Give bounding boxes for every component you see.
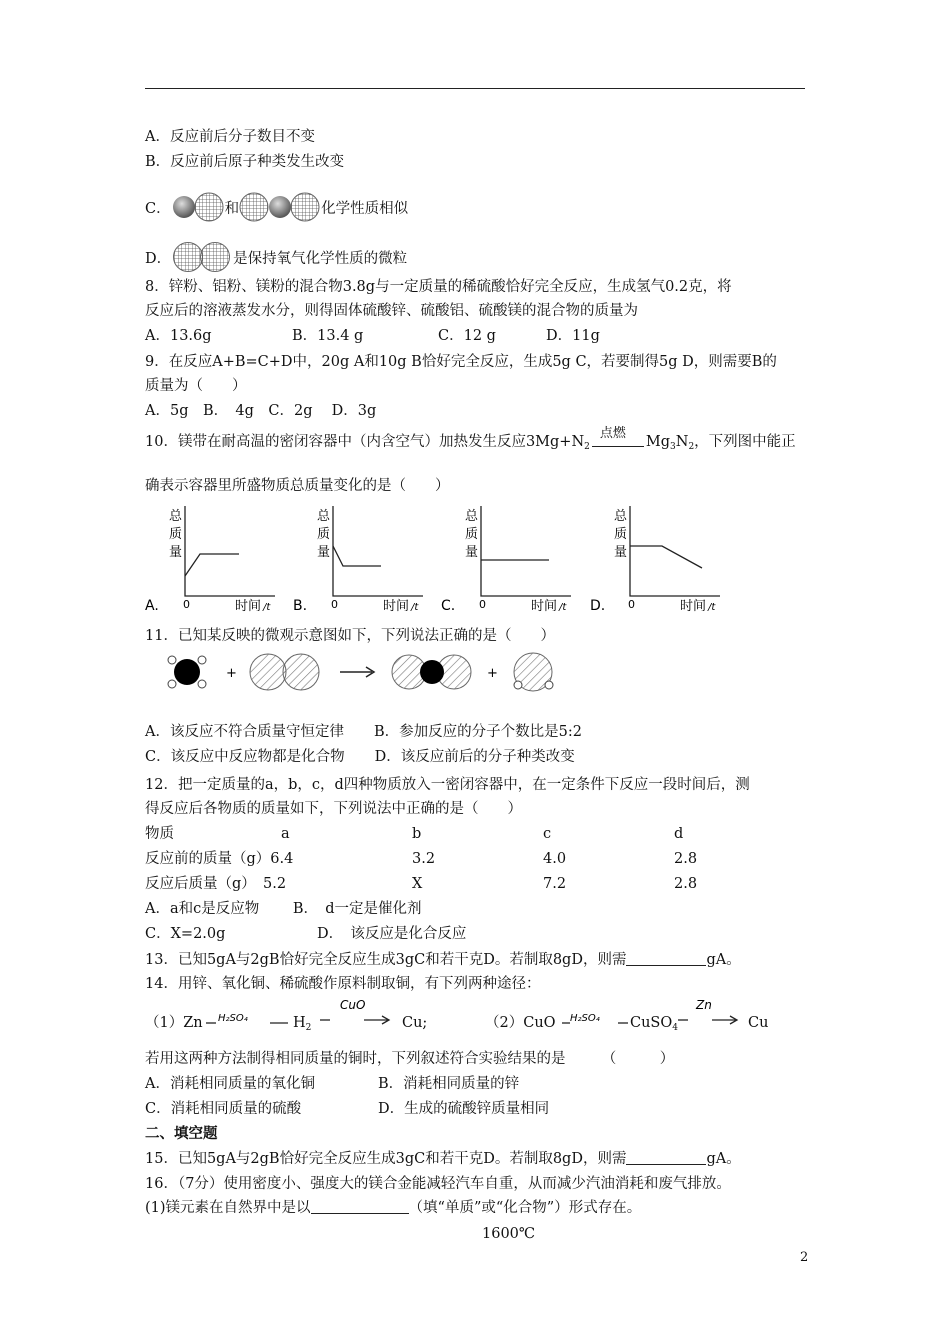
- q7-option-d-label: D．: [145, 251, 172, 267]
- q11-reaction-diagram: [162, 650, 582, 696]
- q10-graph-c: [441, 504, 591, 614]
- reactant-o2-molecule: [250, 654, 319, 690]
- q10-y-axis-label: 总: [465, 509, 479, 524]
- q14-h2: [293, 1013, 311, 1038]
- q10-mass-curve: [630, 546, 702, 568]
- q14-arrow-h2so4-1: [204, 1003, 292, 1029]
- product-co2-molecule: [392, 655, 471, 689]
- q15-text: 15．已知5gA与2gB恰好完全反应生成3gC和若干克D。若制取8gD，则需: [145, 1151, 627, 1167]
- header-rule: [145, 88, 805, 89]
- q15: [145, 1149, 741, 1169]
- q14-option-d: D．生成的硫酸锌质量相同: [378, 1101, 550, 1117]
- q10-condition: 点燃: [599, 426, 626, 441]
- q14-title: 14．用锌、氧化铜、稀硫酸作原料制取铜，有下列两种途径：: [145, 976, 541, 992]
- reactant-ch4-molecule: [168, 656, 206, 688]
- q8-option-c: C．12 g: [438, 328, 496, 344]
- q10-y-axis-label: 总: [614, 509, 628, 524]
- q10-graph-label: B.: [293, 598, 308, 614]
- q10-x-axis-unit: /t: [559, 602, 567, 613]
- q10-mass-curve: [185, 554, 239, 576]
- q10-y-axis-label: 质: [169, 527, 183, 542]
- q14-route1-label: （1）Zn: [145, 1015, 203, 1031]
- reaction-arrow: [340, 667, 374, 677]
- q14-cuo-label: CuO: [340, 998, 366, 1012]
- q7-option-d-text: 是保持氧气化学性质的微粒: [233, 251, 408, 267]
- q12-row2-d: 2.8: [674, 876, 698, 892]
- q14-option-a: A．消耗相同质量的氧化铜: [145, 1076, 315, 1092]
- q14-route2-label: （2）CuO: [485, 1015, 556, 1031]
- q11-option-b: B．参加反应的分子个数比是5:2: [373, 724, 582, 740]
- q12-row1-c: 4.0: [543, 851, 567, 867]
- q12-header-d: d: [674, 826, 684, 842]
- q10-origin: 0: [628, 598, 635, 611]
- q16-line1: 16．（7分）使用密度小、强度大的镁合金能减轻汽车自重，从而减少汽油消耗和废气排放。: [145, 1176, 731, 1192]
- q10-x-axis-label: 时间: [531, 599, 558, 614]
- q10-x-axis-unit: /t: [263, 602, 271, 613]
- q14-h2so4-label-1: H₂SO₄: [218, 1013, 248, 1024]
- q10-x-axis-unit: /t: [708, 602, 716, 613]
- q10-n2-sub: 2: [584, 442, 590, 452]
- q10-graph-label: C.: [441, 598, 456, 614]
- q10-y-axis-label: 质: [465, 527, 479, 542]
- q10-graph-a: [145, 504, 295, 614]
- q9-line2: 质量为（ ）: [145, 378, 247, 394]
- q15-unit: gA。: [706, 1151, 741, 1167]
- q10-line1: [145, 426, 796, 457]
- q8-line2: 反应后的溶液蒸发水分，则得固体硫酸锌、硫酸铝、硫酸镁的混合物的质量为: [145, 303, 638, 319]
- q10-eq-pre: 10．镁带在耐高温的密闭容器中（内含空气）加热发生反应3Mg+N: [145, 434, 585, 450]
- q10-graph-d: [590, 504, 740, 614]
- q11-row1: [145, 722, 582, 742]
- section-fill-in-title: 二、填空题: [145, 1126, 218, 1142]
- q9-line1: 9．在反应A+B=C+D中，20g A和10g B恰好完全反应，生成5g C，若要制得5g D，则需要B的: [145, 354, 777, 370]
- q12-row1-label: 反应前的质量（g）6.4: [145, 851, 294, 867]
- q10-y-axis-label: 量: [465, 545, 479, 560]
- molecule-co2-icon-2: [239, 191, 321, 223]
- q16-hint: （填“单质”或“化合物”）形式存在。: [408, 1200, 642, 1216]
- q10-condition-arrow: [592, 426, 644, 447]
- q14-cuso4-sub: 4: [672, 1023, 678, 1033]
- q10-y-axis-label: 质: [614, 527, 628, 542]
- q7-option-c-text: 化学性质相似: [321, 201, 409, 217]
- q8-option-d: D．11g: [546, 328, 600, 344]
- q14-zn-label: Zn: [696, 998, 712, 1012]
- q14-arrow-zn: [676, 996, 742, 1026]
- q14-h2so4-label-2: H₂SO₄: [570, 1013, 600, 1024]
- q12-row1-d: 2.8: [674, 851, 698, 867]
- product-h2o-molecule: [514, 653, 553, 691]
- q16-answer-blank[interactable]: [311, 1199, 409, 1214]
- q10-y-axis-label: 量: [169, 545, 183, 560]
- q11-plus-1: +: [226, 666, 237, 681]
- q10-mg: Mg: [645, 434, 671, 450]
- q14-question: 若用这两种方法制得相同质量的铜时，下列叙述符合实验结果的是 （ ）: [145, 1051, 675, 1067]
- q14-cu-2: Cu: [748, 1015, 769, 1031]
- q10-y-axis-label: 总: [169, 509, 183, 524]
- q7-option-d: [145, 241, 407, 273]
- q12-row2-b: X: [412, 876, 423, 892]
- q10-y-axis-label: 量: [614, 545, 628, 560]
- q12-header-b: b: [412, 826, 422, 842]
- q14-option-c: C．消耗相同质量的硫酸: [145, 1101, 302, 1117]
- q11-option-c: C．该反应中反应物都是化合物: [145, 749, 345, 765]
- q11-plus-2: +: [487, 666, 498, 681]
- q11-option-a: A．该反应不符合质量守恒定律: [145, 724, 344, 740]
- q12-header-a: a: [281, 826, 290, 842]
- q10-origin: 0: [331, 598, 338, 611]
- q14-cuso4-text: CuSO: [630, 1015, 673, 1031]
- q14-cu-1: Cu;: [402, 1015, 428, 1031]
- q8-line1: 8．锌粉、铝粉、镁粉的混合物3.8g与一定质量的稀硫酸恰好完全反应，生成氢气0.2克，将: [145, 279, 732, 295]
- q7-option-b: B．反应前后原子种类发生改变: [145, 154, 345, 170]
- q10-graph-label: A.: [145, 598, 159, 614]
- q16-temperature: 1600℃: [482, 1226, 536, 1242]
- q12-row2-c: 7.2: [543, 876, 567, 892]
- q11-row2: [145, 747, 575, 767]
- q10-axes: [481, 506, 571, 596]
- q10-mass-curve: [333, 546, 381, 566]
- q10-axes: [333, 506, 423, 596]
- q7-option-c-label: C．: [145, 201, 171, 217]
- q13-answer-blank[interactable]: [626, 951, 706, 966]
- q10-axes: [630, 506, 720, 596]
- q14-cuso4: [630, 1013, 678, 1038]
- q10-line2: 确表示容器里所盛物质总质量变化的是（ ）: [145, 478, 450, 494]
- q10-eq-end: ，下列图中能正: [694, 434, 796, 450]
- q10-mg-sub: 3: [670, 442, 676, 452]
- q10-x-axis-unit: /t: [411, 602, 419, 613]
- q14-arrow-h2so4-2: [560, 1003, 632, 1029]
- q10-y-axis-label: 总: [317, 509, 331, 524]
- q8-option-a: A．13.6g: [145, 328, 212, 344]
- oxygen-molecule-icon: [171, 241, 233, 273]
- q12-row2-label: 反应后质量（g） 5.2: [145, 876, 287, 892]
- q13-unit: gA。: [706, 952, 741, 968]
- q12-options-ab: A．a和c是反应物 B． d一定是催化剂: [145, 901, 422, 917]
- molecule-co2-icon: [171, 192, 225, 222]
- q12-line2: 得反应后各物质的质量如下，下列说法中正确的是（ ）: [145, 801, 522, 817]
- q16-line2: [145, 1198, 641, 1218]
- q10-n: N: [675, 434, 689, 450]
- q10-graph-label: D.: [590, 598, 606, 614]
- q10-y-axis-label: 量: [317, 545, 331, 560]
- q14-option-b: B．消耗相同质量的锌: [378, 1076, 520, 1092]
- q11-option-d: D．该反应前后的分子种类改变: [374, 749, 575, 765]
- q12-header-c: c: [543, 826, 552, 842]
- q10-graph-b: [293, 504, 443, 614]
- q7-option-a: A．反应前后分子数目不变: [145, 129, 315, 145]
- q14-h2-sub: 2: [305, 1023, 312, 1033]
- q10-x-axis-label: 时间: [680, 599, 707, 614]
- q10-x-axis-label: 时间: [383, 599, 410, 614]
- q12-options-cd: C．X=2.0g D． 该反应是化合反应: [145, 926, 467, 942]
- q13: [145, 950, 741, 970]
- q12-line1: 12．把一定质量的a，b，c，d四种物质放入一密闭容器中，在一定条件下反应一段时间后，测: [145, 777, 750, 793]
- q10-origin: 0: [183, 598, 190, 611]
- q10-n-sub: 2: [688, 442, 695, 452]
- q14-h2-text: H: [293, 1015, 306, 1031]
- q12-row1-b: 3.2: [412, 851, 436, 867]
- q12-header-substance: 物质: [145, 826, 174, 842]
- q14-arrow-cuo: [318, 996, 394, 1026]
- page-number: 2: [800, 1250, 809, 1265]
- q10-axes: [185, 506, 275, 596]
- q10-origin: 0: [479, 598, 486, 611]
- q10-y-axis-label: 质: [317, 527, 331, 542]
- q7-and: 和: [224, 201, 240, 217]
- q16-text: (1)镁元素在自然界中是以: [145, 1200, 311, 1216]
- q8-option-b: B．13.4 g: [292, 328, 364, 344]
- q15-answer-blank[interactable]: [626, 1150, 706, 1165]
- q9-options: A．5g B． 4g C．2g D．3g: [145, 403, 377, 419]
- q10-x-axis-label: 时间: [235, 599, 262, 614]
- q11-title: 11．已知某反映的微观示意图如下，下列说法正确的是（ ）: [145, 628, 555, 644]
- q7-option-c: [145, 191, 408, 223]
- q13-text: 13．已知5gA与2gB恰好完全反应生成3gC和若干克D。若制取8gD，则需: [145, 952, 627, 968]
